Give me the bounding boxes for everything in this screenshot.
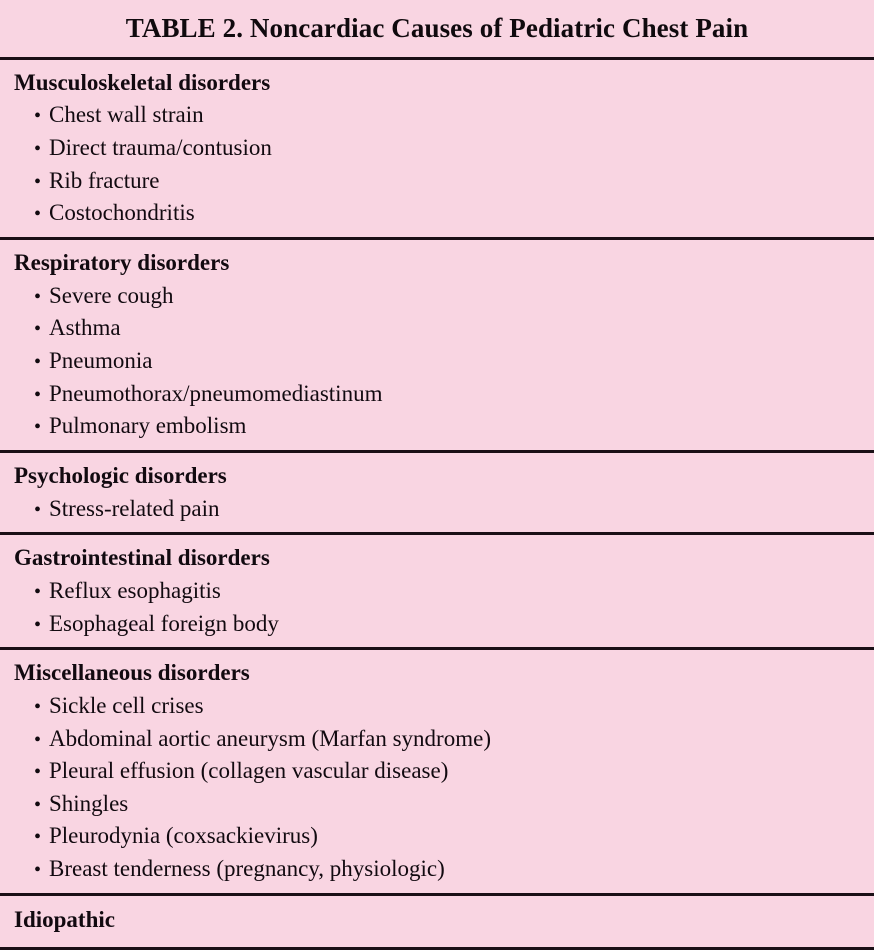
table-title: TABLE 2. Noncardiac Causes of Pediatric Chest Pain — [125, 13, 749, 43]
list-item-label: Pleurodynia (coxsackievirus) — [49, 823, 318, 849]
section-heading: Psychologic disorders — [14, 462, 227, 488]
bullet-icon: • — [34, 793, 42, 816]
section-item-list — [0, 493, 874, 526]
list-item-label: Pleural effusion (collagen vascular disease) — [49, 758, 449, 784]
list-item-label: Costochondritis — [49, 200, 195, 226]
section-idiopathic — [0, 896, 874, 943]
list-item-label: Severe cough — [49, 282, 174, 308]
bullet-icon: • — [34, 138, 42, 160]
section-gastrointestinal-disorders — [0, 535, 874, 647]
list-item — [0, 99, 874, 132]
list-item — [0, 132, 874, 165]
section-item-list — [0, 575, 874, 640]
list-item — [0, 165, 874, 198]
list-item — [0, 493, 874, 526]
list-item-label: Shingles — [49, 790, 129, 816]
bullet-icon: • — [34, 318, 42, 341]
section-heading: Miscellaneous disorders — [14, 660, 250, 686]
list-item — [0, 788, 874, 821]
list-item-label: Chest wall strain — [49, 102, 204, 128]
list-item-label: Direct trauma/contusion — [49, 135, 272, 160]
list-item — [0, 410, 874, 443]
section-musculoskeletal-disorders — [0, 60, 874, 237]
bullet-icon: • — [34, 350, 42, 373]
list-item-label: Pulmonary embolism — [49, 413, 247, 439]
section-item-list — [0, 280, 874, 443]
list-item — [0, 345, 874, 378]
bullet-icon: • — [34, 203, 42, 226]
list-item-label: Esophageal foreign body — [49, 610, 279, 636]
list-item — [0, 723, 874, 756]
list-item-label: Asthma — [49, 315, 121, 341]
section-respiratory-disorders — [0, 240, 874, 450]
list-item — [0, 575, 874, 608]
bullet-icon: • — [34, 728, 42, 751]
section-miscellaneous-disorders — [0, 650, 874, 893]
list-item-label: Sickle cell crises — [49, 692, 204, 718]
list-item — [0, 197, 874, 230]
list-item — [0, 853, 874, 886]
bullet-icon: • — [34, 105, 42, 128]
bullet-icon: • — [34, 761, 42, 784]
section-item-list — [0, 690, 874, 886]
bullet-icon: • — [34, 416, 42, 439]
section-item-list — [0, 99, 874, 230]
section-heading: Gastrointestinal disorders — [14, 545, 270, 571]
list-item-label: Stress-related pain — [49, 495, 220, 521]
bullet-icon: • — [34, 170, 42, 193]
list-item — [0, 608, 874, 641]
section-heading: Musculoskeletal disorders — [14, 69, 271, 95]
list-item-label: Breast tenderness (pregnancy, physiologic) — [49, 856, 445, 882]
list-item-label: Rib fracture — [49, 167, 160, 193]
bullet-icon: • — [34, 859, 42, 882]
section-heading: Idiopathic — [14, 906, 115, 932]
list-item-label: Reflux esophagitis — [49, 577, 221, 603]
bullet-icon: • — [34, 285, 42, 308]
list-item-label: Abdominal aortic aneurysm (Marfan syndrome) — [49, 725, 491, 751]
list-item — [0, 378, 874, 411]
list-item — [0, 755, 874, 788]
list-item — [0, 280, 874, 313]
list-item — [0, 312, 874, 345]
list-item-label: Pneumothorax/pneumomediastinum — [49, 380, 383, 406]
list-item — [0, 820, 874, 853]
bullet-icon: • — [34, 498, 42, 521]
bullet-icon: • — [34, 695, 42, 718]
list-item-label: Pneumonia — [49, 347, 153, 373]
section-psychologic-disorders — [0, 453, 874, 532]
bullet-icon: • — [34, 383, 42, 406]
section-heading: Respiratory disorders — [14, 249, 230, 275]
list-item — [0, 690, 874, 723]
bullet-icon: • — [34, 826, 42, 849]
bullet-icon: • — [34, 613, 42, 636]
bullet-icon: • — [34, 580, 42, 603]
